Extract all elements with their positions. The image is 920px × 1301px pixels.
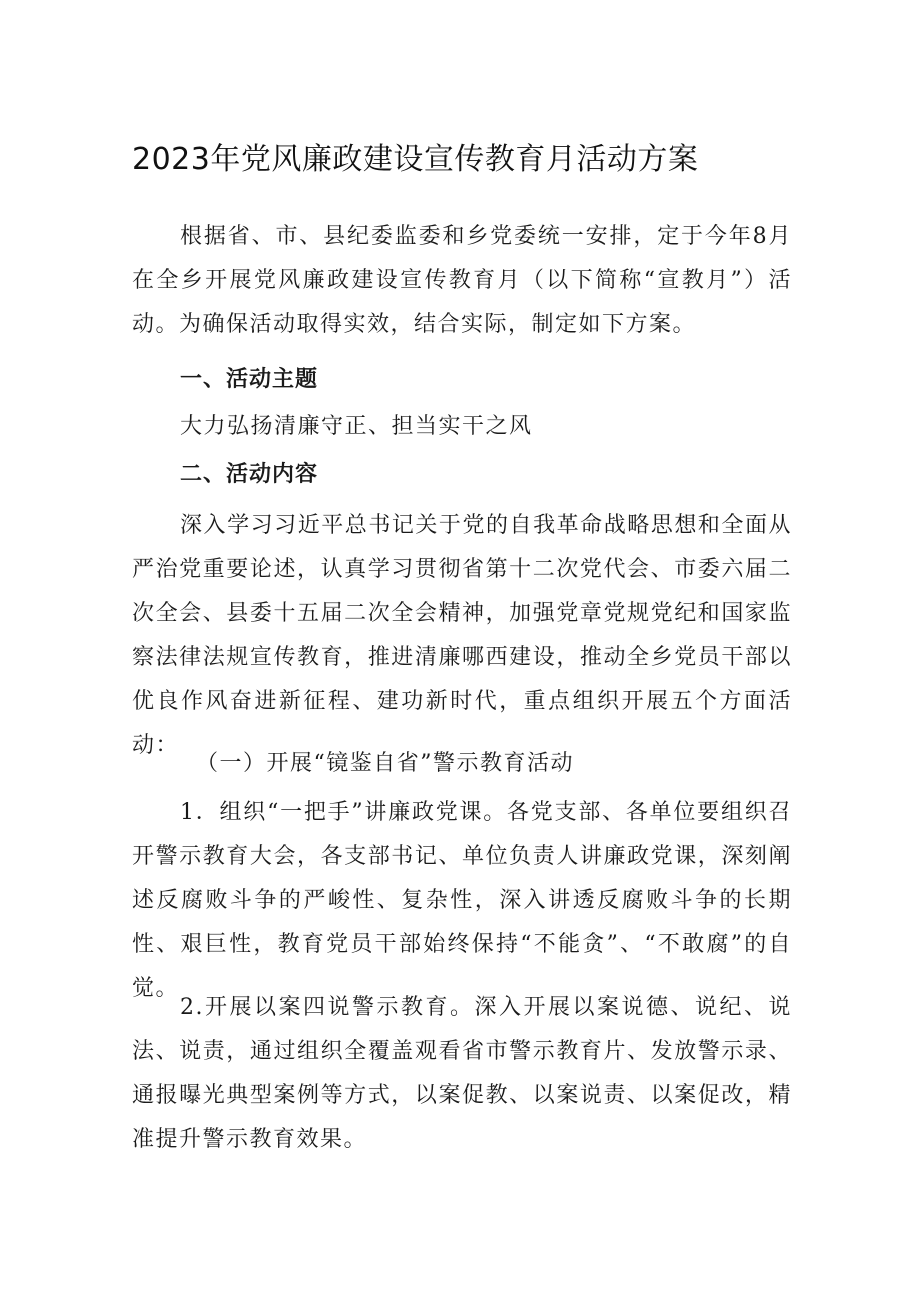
document-title: 2023年党风廉政建设宣传教育月活动方案 <box>132 142 699 177</box>
section-heading-theme: 一、活动主题 <box>180 367 319 392</box>
subsection-heading-warning: （一）开展“镜鉴自省”警示教育活动 <box>196 751 574 776</box>
section-heading-content: 二、活动内容 <box>180 462 319 487</box>
theme-content: 大力弘扬清廉守正、担当实干之风 <box>180 414 533 439</box>
content-paragraph: 深入学习习近平总书记关于党的自我革命战略思想和全面从严治党重要论述，认真学习贯彻省第十二次党代会、市委六届二次全会、县委十五届二次全会精神，加强党章党规党纪和国家监察法律法规宣传教育，推进清廉哪西建设，推动全乡党员干部以优良作风奋进新征程、建功新时代，重点组织开展五个方面活动： <box>132 513 792 758</box>
item-2-paragraph: 2.开展以案四说警示教育。深入开展以案说德、说纪、说法、说责，通过组织全覆盖观看省市警示教育片、发放警示录、通报曝光典型案例等方式，以案促教、以案说责、以案促改，精准提升警示教育效果。 <box>132 995 792 1152</box>
item-1-paragraph: 1．组织“一把手”讲廉政党课。各党支部、各单位要组织召开警示教育大会，各支部书记、单位负责人讲廉政党课，深刻阐述反腐败斗争的严峻性、复杂性，深入讲透反腐败斗争的长期性、艰巨性，教育党员干部始终保持“不能贪”、“不敢腐”的自觉。 <box>132 800 792 1001</box>
intro-paragraph: 根据省、市、县纪委监委和乡党委统一安排，定于今年8月在全乡开展党风廉政建设宣传教育月（以下简称“宣教月”）活动。为确保活动取得实效，结合实际，制定如下方案。 <box>132 224 792 337</box>
